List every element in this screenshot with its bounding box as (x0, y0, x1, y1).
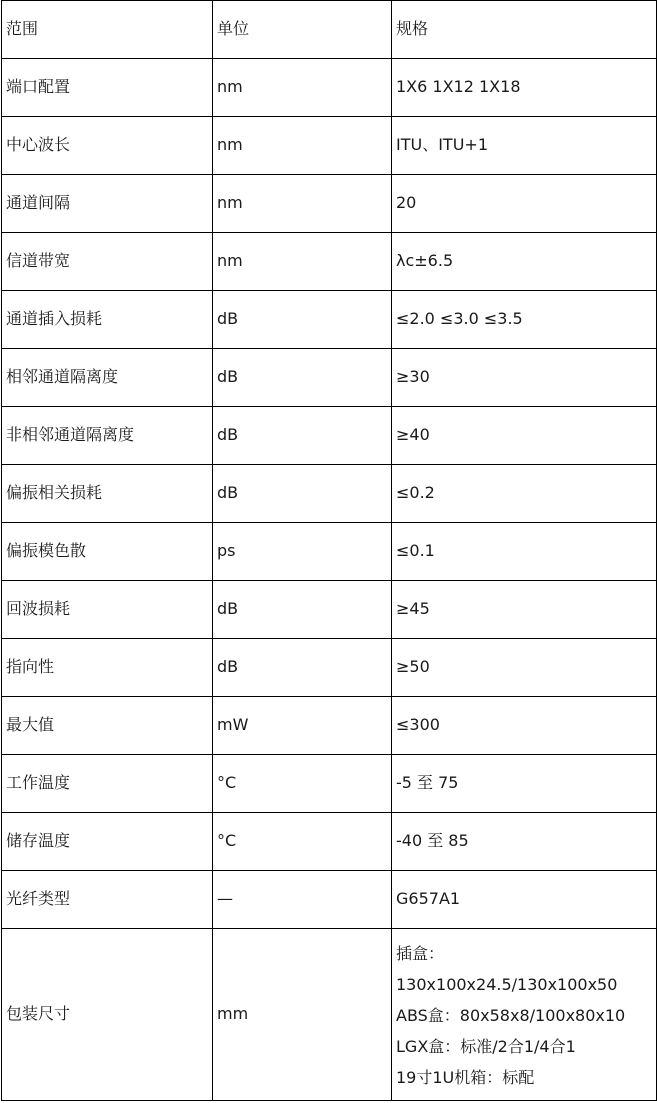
table-row (2, 291, 657, 349)
unit-cell: — (213, 871, 392, 929)
unit-cell: dB (213, 465, 392, 523)
table-row (2, 697, 657, 755)
spec-cell: ≤0.1 (392, 523, 657, 581)
packaging-line: 19寸1U机箱：标配 (396, 1068, 535, 1087)
spec-cell: ≤2.0 ≤3.0 ≤3.5 (392, 291, 657, 349)
packaging-line: 130x100x24.5/130x100x50 (396, 975, 618, 994)
param-cell: 非相邻通道隔离度 (2, 407, 213, 465)
spec-cell: ITU、ITU+1 (392, 117, 657, 175)
unit-cell: dB (213, 581, 392, 639)
unit-cell: dB (213, 639, 392, 697)
param-cell: 储存温度 (2, 813, 213, 871)
unit-cell: mW (213, 697, 392, 755)
param-cell: 偏振模色散 (2, 523, 213, 581)
unit-cell: ps (213, 523, 392, 581)
param-cell: 最大值 (2, 697, 213, 755)
unit-cell: nm (213, 175, 392, 233)
unit-cell: dB (213, 291, 392, 349)
unit-cell: nm (213, 59, 392, 117)
header-param-cell: 范围 (2, 1, 213, 59)
param-cell: 光纤类型 (2, 871, 213, 929)
param-cell: 通道间隔 (2, 175, 213, 233)
table-row (2, 233, 657, 291)
packaging-line: LGX盒：标准/2合1/4合1 (396, 1037, 576, 1056)
table-row (2, 639, 657, 697)
param-cell: 工作温度 (2, 755, 213, 813)
table-row-packaging (2, 929, 657, 1101)
spec-cell: 20 (392, 175, 657, 233)
table-row (2, 813, 657, 871)
table-row (2, 59, 657, 117)
param-cell: 回波损耗 (2, 581, 213, 639)
spec-cell: 1X6 1X12 1X18 (392, 59, 657, 117)
unit-cell: dB (213, 349, 392, 407)
param-cell: 偏振相关损耗 (2, 465, 213, 523)
unit-cell: dB (213, 407, 392, 465)
table-row (2, 407, 657, 465)
spec-cell: ≤300 (392, 697, 657, 755)
spec-cell: ≤0.2 (392, 465, 657, 523)
unit-cell: mm (213, 929, 392, 1101)
param-cell: 中心波长 (2, 117, 213, 175)
table-row (2, 465, 657, 523)
unit-cell: °C (213, 755, 392, 813)
unit-cell: °C (213, 813, 392, 871)
param-cell: 指向性 (2, 639, 213, 697)
spec-cell: ≥45 (392, 581, 657, 639)
param-cell: 包装尺寸 (2, 929, 213, 1101)
table-row (2, 117, 657, 175)
table-row (2, 871, 657, 929)
table-header-row (2, 1, 657, 59)
packaging-line: ABS盒：80x58x8/100x80x10 (396, 1006, 626, 1025)
param-cell: 相邻通道隔离度 (2, 349, 213, 407)
table-row (2, 755, 657, 813)
table-row (2, 175, 657, 233)
unit-cell: nm (213, 117, 392, 175)
spec-cell: λc±6.5 (392, 233, 657, 291)
param-cell: 通道插入损耗 (2, 291, 213, 349)
header-unit-cell: 单位 (213, 1, 392, 59)
table-row (2, 349, 657, 407)
spec-cell: -5 至 75 (392, 755, 657, 813)
packaging-line: 插盒： (396, 944, 445, 963)
param-cell: 信道带宽 (2, 233, 213, 291)
table-row (2, 523, 657, 581)
header-spec-cell: 规格 (392, 1, 657, 59)
spec-table (1, 0, 657, 1101)
spec-cell: ≥40 (392, 407, 657, 465)
spec-table-body (2, 1, 657, 1101)
spec-cell: ≥50 (392, 639, 657, 697)
unit-cell: nm (213, 233, 392, 291)
table-row (2, 581, 657, 639)
spec-cell-packaging (392, 929, 657, 1101)
param-cell: 端口配置 (2, 59, 213, 117)
spec-cell: ≥30 (392, 349, 657, 407)
spec-cell: -40 至 85 (392, 813, 657, 871)
spec-cell: G657A1 (392, 871, 657, 929)
